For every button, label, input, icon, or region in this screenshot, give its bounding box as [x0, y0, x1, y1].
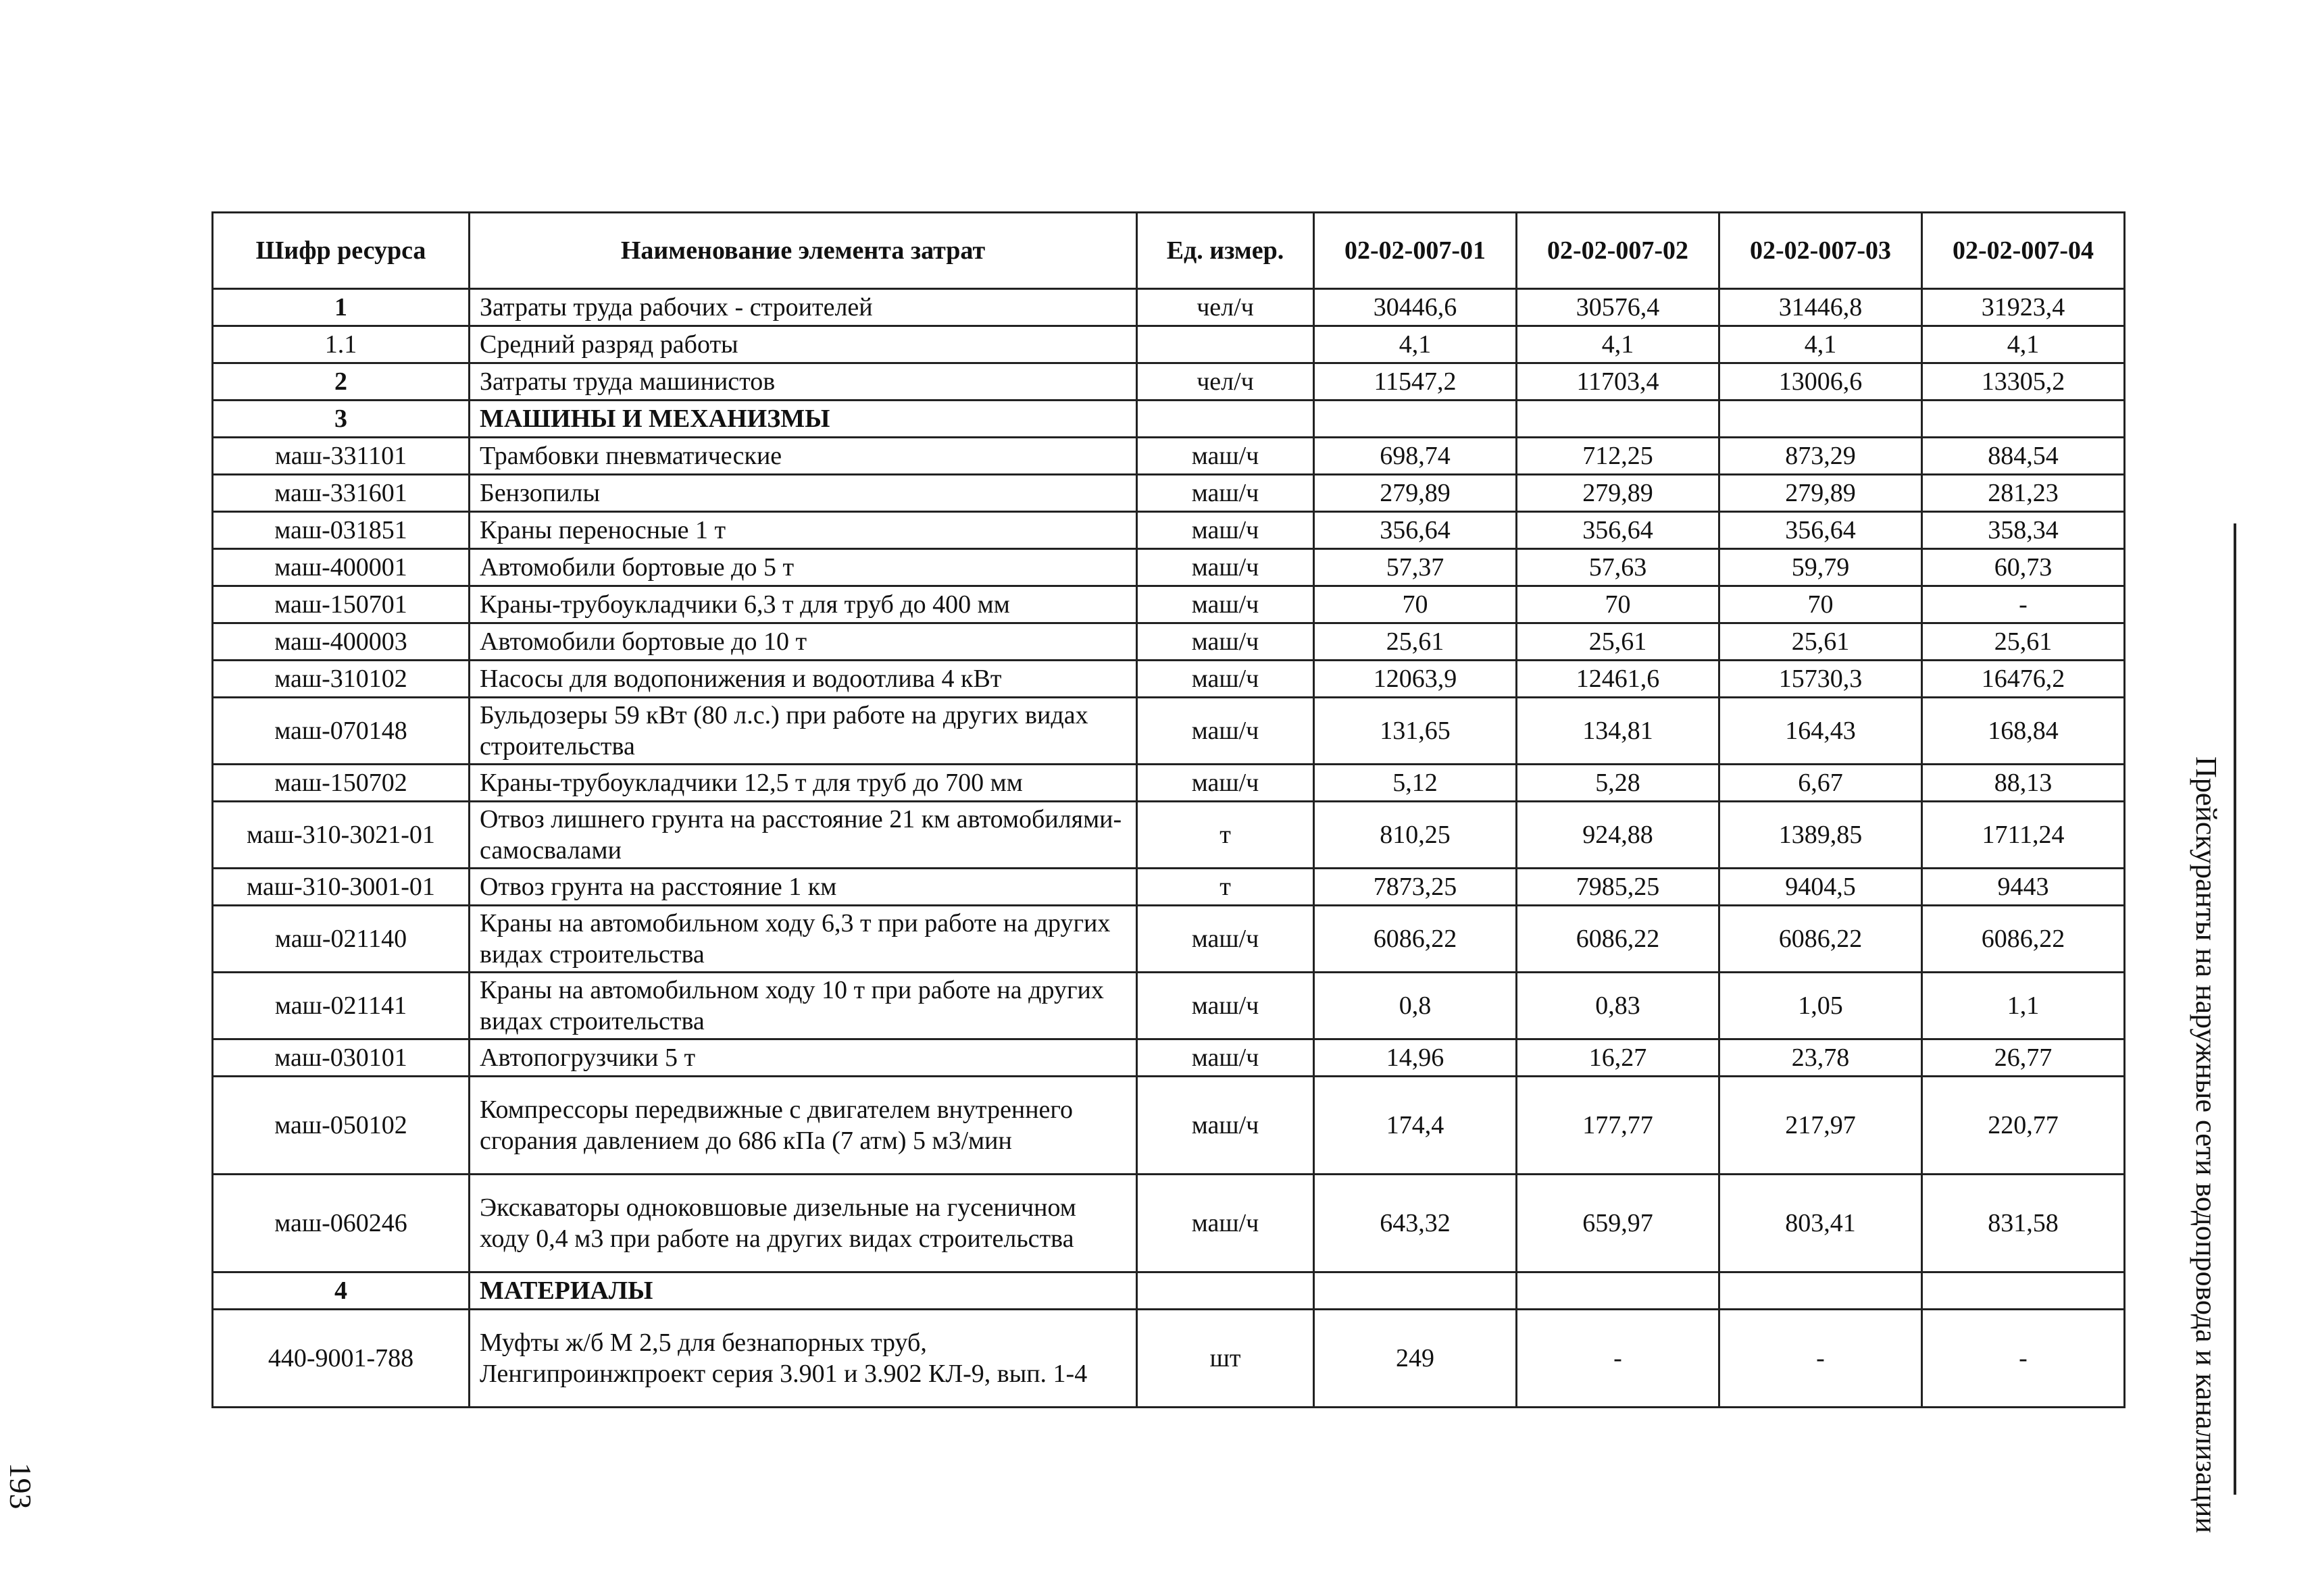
cell-unit: маш/ч: [1137, 512, 1314, 549]
cell-name: Экскаваторы одноковшовые дизельные на гусеничном ходу 0,4 м3 при работе на других видах строительства: [470, 1175, 1137, 1272]
section-title: МАТЕРИАЛЫ: [470, 1272, 1137, 1310]
cell-value: 698,74: [1314, 438, 1517, 475]
cell-unit: т: [1137, 802, 1314, 869]
cell-value: [1314, 1272, 1517, 1310]
cell-value: 70: [1314, 586, 1517, 623]
cell-name: Затраты труда машинистов: [470, 363, 1137, 401]
cell-name: Краны на автомобильном ходу 10 т при работе на других видах строительства: [470, 973, 1137, 1039]
cell-code: маш-031851: [213, 512, 470, 549]
cell-value: 174,4: [1314, 1077, 1517, 1175]
cell-code: маш-400003: [213, 623, 470, 661]
cell-value: 60,73: [1922, 549, 2125, 586]
cell-code: маш-021141: [213, 973, 470, 1039]
cell-value: 279,89: [1314, 475, 1517, 512]
cell-value: 1,1: [1922, 973, 2125, 1039]
table-row: [213, 802, 2125, 869]
cell-name: Насосы для водопонижения и водоотлива 4 кВт: [470, 661, 1137, 698]
cell-value: 6,67: [1719, 765, 1922, 802]
cell-name: Автопогрузчики 5 т: [470, 1039, 1137, 1077]
cell-value: 7985,25: [1517, 869, 1719, 906]
cell-name: Компрессоры передвижные с двигателем внутреннего сгорания давлением до 686 кПа (7 атм) 5 м3/мин: [470, 1077, 1137, 1175]
cell-code: маш-310-3001-01: [213, 869, 470, 906]
cell-value: 6086,22: [1517, 906, 1719, 973]
table-row: [213, 869, 2125, 906]
cell-value: -: [1922, 586, 2125, 623]
cell-code: маш-030101: [213, 1039, 470, 1077]
cell-name: Бульдозеры 59 кВт (80 л.с.) при работе на других видах строительства: [470, 698, 1137, 765]
header-col-01: 02-02-007-01: [1314, 213, 1517, 289]
table-row: [213, 623, 2125, 661]
cell-unit: маш/ч: [1137, 549, 1314, 586]
cell-value: 131,65: [1314, 698, 1517, 765]
table-header-row: [213, 213, 2125, 289]
cell-value: [1517, 401, 1719, 438]
cell-value: 1711,24: [1922, 802, 2125, 869]
cell-value: 13305,2: [1922, 363, 2125, 401]
header-name: Наименование элемента затрат: [470, 213, 1137, 289]
cell-value: 281,23: [1922, 475, 2125, 512]
table-section-row: [213, 1272, 2125, 1310]
cell-value: 279,89: [1517, 475, 1719, 512]
table-row: [213, 973, 2125, 1039]
table-row: [213, 363, 2125, 401]
cell-name: Автомобили бортовые до 10 т: [470, 623, 1137, 661]
header-code: Шифр ресурса: [213, 213, 470, 289]
cell-unit: чел/ч: [1137, 289, 1314, 326]
cell-value: 659,97: [1517, 1175, 1719, 1272]
cell-value: 9404,5: [1719, 869, 1922, 906]
cell-code: маш-150702: [213, 765, 470, 802]
cell-value: 14,96: [1314, 1039, 1517, 1077]
cell-name: Трамбовки пневматические: [470, 438, 1137, 475]
cell-value: 1,05: [1719, 973, 1922, 1039]
cell-code: маш-331101: [213, 438, 470, 475]
cell-value: 358,34: [1922, 512, 2125, 549]
cell-value: 168,84: [1922, 698, 2125, 765]
cell-unit: чел/ч: [1137, 363, 1314, 401]
cell-unit: [1137, 1272, 1314, 1310]
cell-value: 164,43: [1719, 698, 1922, 765]
cell-code: маш-310102: [213, 661, 470, 698]
cell-value: 6086,22: [1719, 906, 1922, 973]
cell-value: 924,88: [1517, 802, 1719, 869]
cell-name: Краны-трубоукладчики 6,3 т для труб до 400 мм: [470, 586, 1137, 623]
cell-value: [1517, 1272, 1719, 1310]
cell-value: 884,54: [1922, 438, 2125, 475]
cell-value: 59,79: [1719, 549, 1922, 586]
cell-unit: маш/ч: [1137, 973, 1314, 1039]
cell-unit: маш/ч: [1137, 586, 1314, 623]
header-unit: Ед. измер.: [1137, 213, 1314, 289]
cell-value: 249: [1314, 1310, 1517, 1408]
cell-code: маш-310-3021-01: [213, 802, 470, 869]
cell-value: 177,77: [1517, 1077, 1719, 1175]
cell-value: -: [1922, 1310, 2125, 1408]
cell-name: Краны-трубоукладчики 12,5 т для труб до 700 мм: [470, 765, 1137, 802]
cell-value: 12063,9: [1314, 661, 1517, 698]
cell-value: [1314, 401, 1517, 438]
cell-value: 16476,2: [1922, 661, 2125, 698]
cell-unit: т: [1137, 869, 1314, 906]
table-row: [213, 698, 2125, 765]
cell-unit: маш/ч: [1137, 623, 1314, 661]
cell-code: маш-150701: [213, 586, 470, 623]
table-row: [213, 1039, 2125, 1077]
cell-value: 6086,22: [1922, 906, 2125, 973]
cell-value: 13006,6: [1719, 363, 1922, 401]
cell-value: 712,25: [1517, 438, 1719, 475]
page-number: 193: [3, 1462, 38, 1510]
cell-value: 810,25: [1314, 802, 1517, 869]
cell-value: 5,28: [1517, 765, 1719, 802]
cell-code: 1: [213, 289, 470, 326]
cell-value: 217,97: [1719, 1077, 1922, 1175]
cell-value: 279,89: [1719, 475, 1922, 512]
cell-value: 134,81: [1517, 698, 1719, 765]
resource-table: [211, 211, 2126, 1408]
cell-value: [1922, 1272, 2125, 1310]
cell-value: 25,61: [1517, 623, 1719, 661]
cell-name: Муфты ж/б М 2,5 для безнапорных труб, Ленгипроинжпроект серия 3.901 и 3.902 КЛ-9, вып. 1-4: [470, 1310, 1137, 1408]
cell-value: 70: [1517, 586, 1719, 623]
cell-value: 11547,2: [1314, 363, 1517, 401]
cell-code: маш-400001: [213, 549, 470, 586]
cell-value: [1719, 1272, 1922, 1310]
cell-unit: маш/ч: [1137, 698, 1314, 765]
table-row: [213, 1077, 2125, 1175]
cell-code: 1.1: [213, 326, 470, 363]
cell-value: -: [1517, 1310, 1719, 1408]
cell-value: 23,78: [1719, 1039, 1922, 1077]
cell-value: 16,27: [1517, 1039, 1719, 1077]
cell-value: 15730,3: [1719, 661, 1922, 698]
cell-value: 25,61: [1922, 623, 2125, 661]
table-row: [213, 438, 2125, 475]
cell-unit: маш/ч: [1137, 765, 1314, 802]
cell-value: 11703,4: [1517, 363, 1719, 401]
header-col-02: 02-02-007-02: [1517, 213, 1719, 289]
cell-code: маш-050102: [213, 1077, 470, 1175]
table-row: [213, 586, 2125, 623]
cell-unit: маш/ч: [1137, 438, 1314, 475]
table-row: [213, 661, 2125, 698]
cell-value: 0,8: [1314, 973, 1517, 1039]
cell-code: маш-021140: [213, 906, 470, 973]
cell-name: Отвоз лишнего грунта на расстояние 21 км автомобилями-самосвалами: [470, 802, 1137, 869]
side-divider-line: [2234, 523, 2236, 1495]
cell-value: 0,83: [1517, 973, 1719, 1039]
cell-code: 440-9001-788: [213, 1310, 470, 1408]
cell-value: 12461,6: [1517, 661, 1719, 698]
cell-unit: маш/ч: [1137, 1077, 1314, 1175]
side-running-title: Прейскуранты на наружные сети водопровода и канализации: [2190, 756, 2223, 1533]
cell-unit: маш/ч: [1137, 1039, 1314, 1077]
table-row: [213, 549, 2125, 586]
cell-code: 3: [213, 401, 470, 438]
cell-value: 57,63: [1517, 549, 1719, 586]
header-col-04: 02-02-007-04: [1922, 213, 2125, 289]
cell-value: 70: [1719, 586, 1922, 623]
cell-unit: шт: [1137, 1310, 1314, 1408]
cell-unit: маш/ч: [1137, 906, 1314, 973]
cell-value: 643,32: [1314, 1175, 1517, 1272]
cell-name: Отвоз грунта на расстояние 1 км: [470, 869, 1137, 906]
cell-value: 31923,4: [1922, 289, 2125, 326]
cell-value: [1719, 401, 1922, 438]
cell-name: Краны переносные 1 т: [470, 512, 1137, 549]
cell-code: 2: [213, 363, 470, 401]
cell-unit: [1137, 401, 1314, 438]
cell-value: [1922, 401, 2125, 438]
cell-value: 4,1: [1922, 326, 2125, 363]
cell-value: 30446,6: [1314, 289, 1517, 326]
cell-unit: маш/ч: [1137, 661, 1314, 698]
cell-value: 25,61: [1719, 623, 1922, 661]
cell-value: 220,77: [1922, 1077, 2125, 1175]
cell-value: 25,61: [1314, 623, 1517, 661]
header-col-03: 02-02-007-03: [1719, 213, 1922, 289]
cell-name: Средний разряд работы: [470, 326, 1137, 363]
table-row: [213, 512, 2125, 549]
cell-value: 31446,8: [1719, 289, 1922, 326]
cell-unit: [1137, 326, 1314, 363]
cell-name: Краны на автомобильном ходу 6,3 т при работе на других видах строительства: [470, 906, 1137, 973]
cell-value: 831,58: [1922, 1175, 2125, 1272]
cell-value: 803,41: [1719, 1175, 1922, 1272]
cell-value: 356,64: [1719, 512, 1922, 549]
table-row: [213, 1310, 2125, 1408]
table-row: [213, 475, 2125, 512]
cell-value: 26,77: [1922, 1039, 2125, 1077]
cell-code: 4: [213, 1272, 470, 1310]
cell-code: маш-070148: [213, 698, 470, 765]
table-section-row: [213, 401, 2125, 438]
cell-value: 4,1: [1314, 326, 1517, 363]
cell-code: маш-060246: [213, 1175, 470, 1272]
cell-value: 5,12: [1314, 765, 1517, 802]
table-row: [213, 906, 2125, 973]
cell-value: 7873,25: [1314, 869, 1517, 906]
cell-value: 1389,85: [1719, 802, 1922, 869]
cell-value: 4,1: [1719, 326, 1922, 363]
cell-name: Бензопилы: [470, 475, 1137, 512]
table-row: [213, 765, 2125, 802]
cell-code: маш-331601: [213, 475, 470, 512]
cell-name: Автомобили бортовые до 5 т: [470, 549, 1137, 586]
cell-value: 873,29: [1719, 438, 1922, 475]
section-title: МАШИНЫ И МЕХАНИЗМЫ: [470, 401, 1137, 438]
cell-value: 30576,4: [1517, 289, 1719, 326]
table-row: [213, 326, 2125, 363]
cell-value: 88,13: [1922, 765, 2125, 802]
cell-value: 6086,22: [1314, 906, 1517, 973]
cell-value: 356,64: [1314, 512, 1517, 549]
cell-value: -: [1719, 1310, 1922, 1408]
cell-value: 4,1: [1517, 326, 1719, 363]
table-row: [213, 1175, 2125, 1272]
cell-value: 356,64: [1517, 512, 1719, 549]
cell-name: Затраты труда рабочих - строителей: [470, 289, 1137, 326]
cell-value: 9443: [1922, 869, 2125, 906]
table-row: [213, 289, 2125, 326]
cell-unit: маш/ч: [1137, 1175, 1314, 1272]
cell-unit: маш/ч: [1137, 475, 1314, 512]
cell-value: 57,37: [1314, 549, 1517, 586]
